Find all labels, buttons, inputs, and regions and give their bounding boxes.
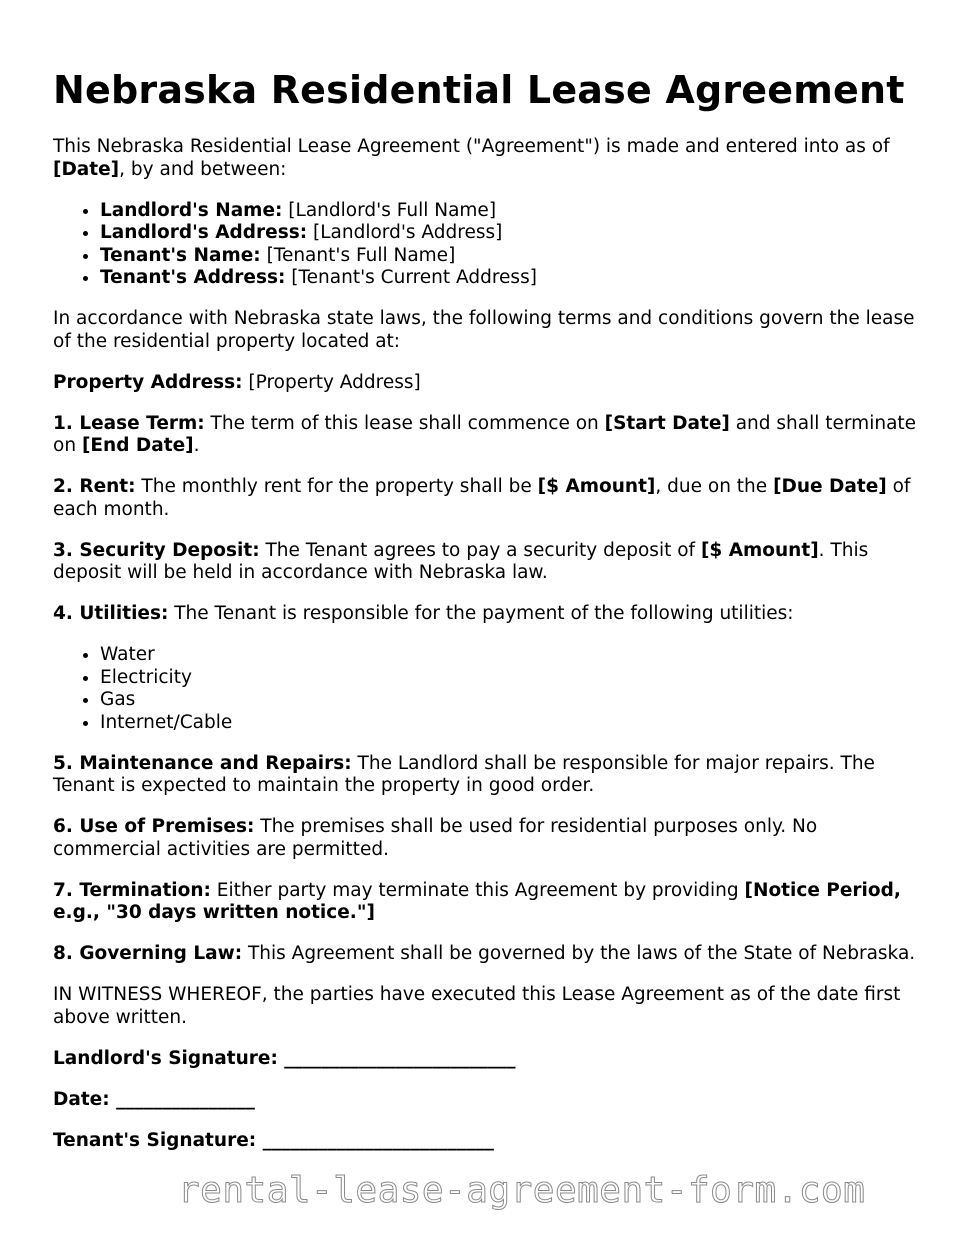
date-line xyxy=(53,1089,923,1112)
property-value: [Property Address] xyxy=(242,371,421,393)
section-label: 7. Termination: xyxy=(53,879,211,901)
section-text: Either party may terminate this Agreement by providing xyxy=(210,879,745,901)
section-governing-law xyxy=(53,943,923,966)
start-date: [Start Date] xyxy=(604,412,730,434)
lease-document xyxy=(53,62,923,1171)
list-item: • Water xyxy=(100,644,923,667)
property-address xyxy=(53,372,923,395)
section-text: The term of this lease shall commence on xyxy=(204,412,605,434)
party-label: Tenant's Address: xyxy=(100,267,286,288)
party-label: Landlord's Name: xyxy=(100,199,283,221)
list-item: • Internet/Cable xyxy=(100,712,923,735)
section-text: The monthly rent for the property shall be xyxy=(135,476,538,497)
list-item xyxy=(100,245,923,268)
witness-paragraph: IN WITNESS WHEREOF, the parties have executed this Lease Agreement as of the date first above written. xyxy=(53,984,901,1028)
tenant-signature-label: Tenant's Signature: _________________________ xyxy=(53,1129,494,1151)
section-label: 5. Maintenance and Repairs: xyxy=(53,752,352,774)
party-value: [Landlord's Full Name] xyxy=(282,199,497,221)
section-text: This Agreement shall be governed by the laws of the State of Nebraska. xyxy=(242,943,916,964)
tenant-signature-line xyxy=(53,1130,923,1153)
section-label: 6. Use of Premises: xyxy=(53,816,255,837)
list-item xyxy=(100,222,923,245)
landlord-signature-label: Landlord's Signature: _________________________ xyxy=(53,1047,516,1069)
party-value: [Tenant's Current Address] xyxy=(285,267,537,288)
intro-text-end: , by and between: xyxy=(119,158,287,180)
party-value: [Tenant's Full Name] xyxy=(260,244,456,266)
landlord-signature-line xyxy=(53,1048,923,1071)
section-text: of each month. xyxy=(53,476,911,520)
date-label: Date: _______________ xyxy=(53,1088,255,1110)
section-text: , due on the xyxy=(655,476,774,497)
section-text: . This deposit will be held in accordance with Nebraska law. xyxy=(53,539,869,583)
list-item xyxy=(100,200,923,223)
section-label: 4. Utilities: xyxy=(53,603,169,624)
rent-amount: [$ Amount] xyxy=(537,476,656,497)
party-label: Tenant's Name: xyxy=(100,244,261,266)
party-label: Landlord's Address: xyxy=(100,222,308,243)
utilities-list xyxy=(53,644,923,734)
party-value: [Landlord's Address] xyxy=(307,222,503,243)
section-lease-term xyxy=(53,413,923,458)
list-item xyxy=(100,267,923,290)
section-use-of-premises xyxy=(53,816,923,861)
intro-text: This Nebraska Residential Lease Agreement ("Agreement") is made and entered into as of xyxy=(53,136,890,157)
section-label: 1. Lease Term: xyxy=(53,412,205,434)
section-text: The premises shall be used for residential purposes only. No commercial activities are permitted. xyxy=(53,816,818,860)
parties-list xyxy=(53,200,923,290)
list-item: • Gas xyxy=(100,689,923,712)
section-text: . xyxy=(193,435,200,456)
due-date: [Due Date] xyxy=(773,476,887,497)
end-date: [End Date] xyxy=(81,435,194,456)
section-utilities xyxy=(53,603,923,626)
intro-date: [Date] xyxy=(53,158,120,180)
section-termination xyxy=(53,880,923,925)
section-security-deposit xyxy=(53,540,923,585)
accordance-paragraph: In accordance with Nebraska state laws, the following terms and conditions govern the lease of the residential property located at: xyxy=(53,308,915,352)
property-label: Property Address: xyxy=(53,371,243,393)
deposit-amount: [$ Amount] xyxy=(700,539,819,561)
section-text: and shall terminate on xyxy=(53,412,917,456)
section-rent xyxy=(53,476,923,521)
list-item: • Electricity xyxy=(100,667,923,690)
section-text: The Landlord shall be responsible for major repairs. The Tenant is expected to maintain the property in good order. xyxy=(53,752,875,796)
section-label: 8. Governing Law: xyxy=(53,943,243,964)
section-label: 2. Rent: xyxy=(53,476,136,497)
section-text: The Tenant is responsible for the payment of the following utilities: xyxy=(168,603,794,624)
document-title: Nebraska Residential Lease Agreement xyxy=(53,68,905,112)
section-text: The Tenant agrees to pay a security deposit of xyxy=(259,539,701,561)
section-maintenance xyxy=(53,753,923,798)
watermark: rental-lease-agreement-form.com xyxy=(178,1170,866,1211)
section-label: 3. Security Deposit: xyxy=(53,539,260,561)
intro-paragraph xyxy=(53,136,923,181)
notice-period: [Notice Period, e.g., "30 days written notice."] xyxy=(53,879,901,923)
